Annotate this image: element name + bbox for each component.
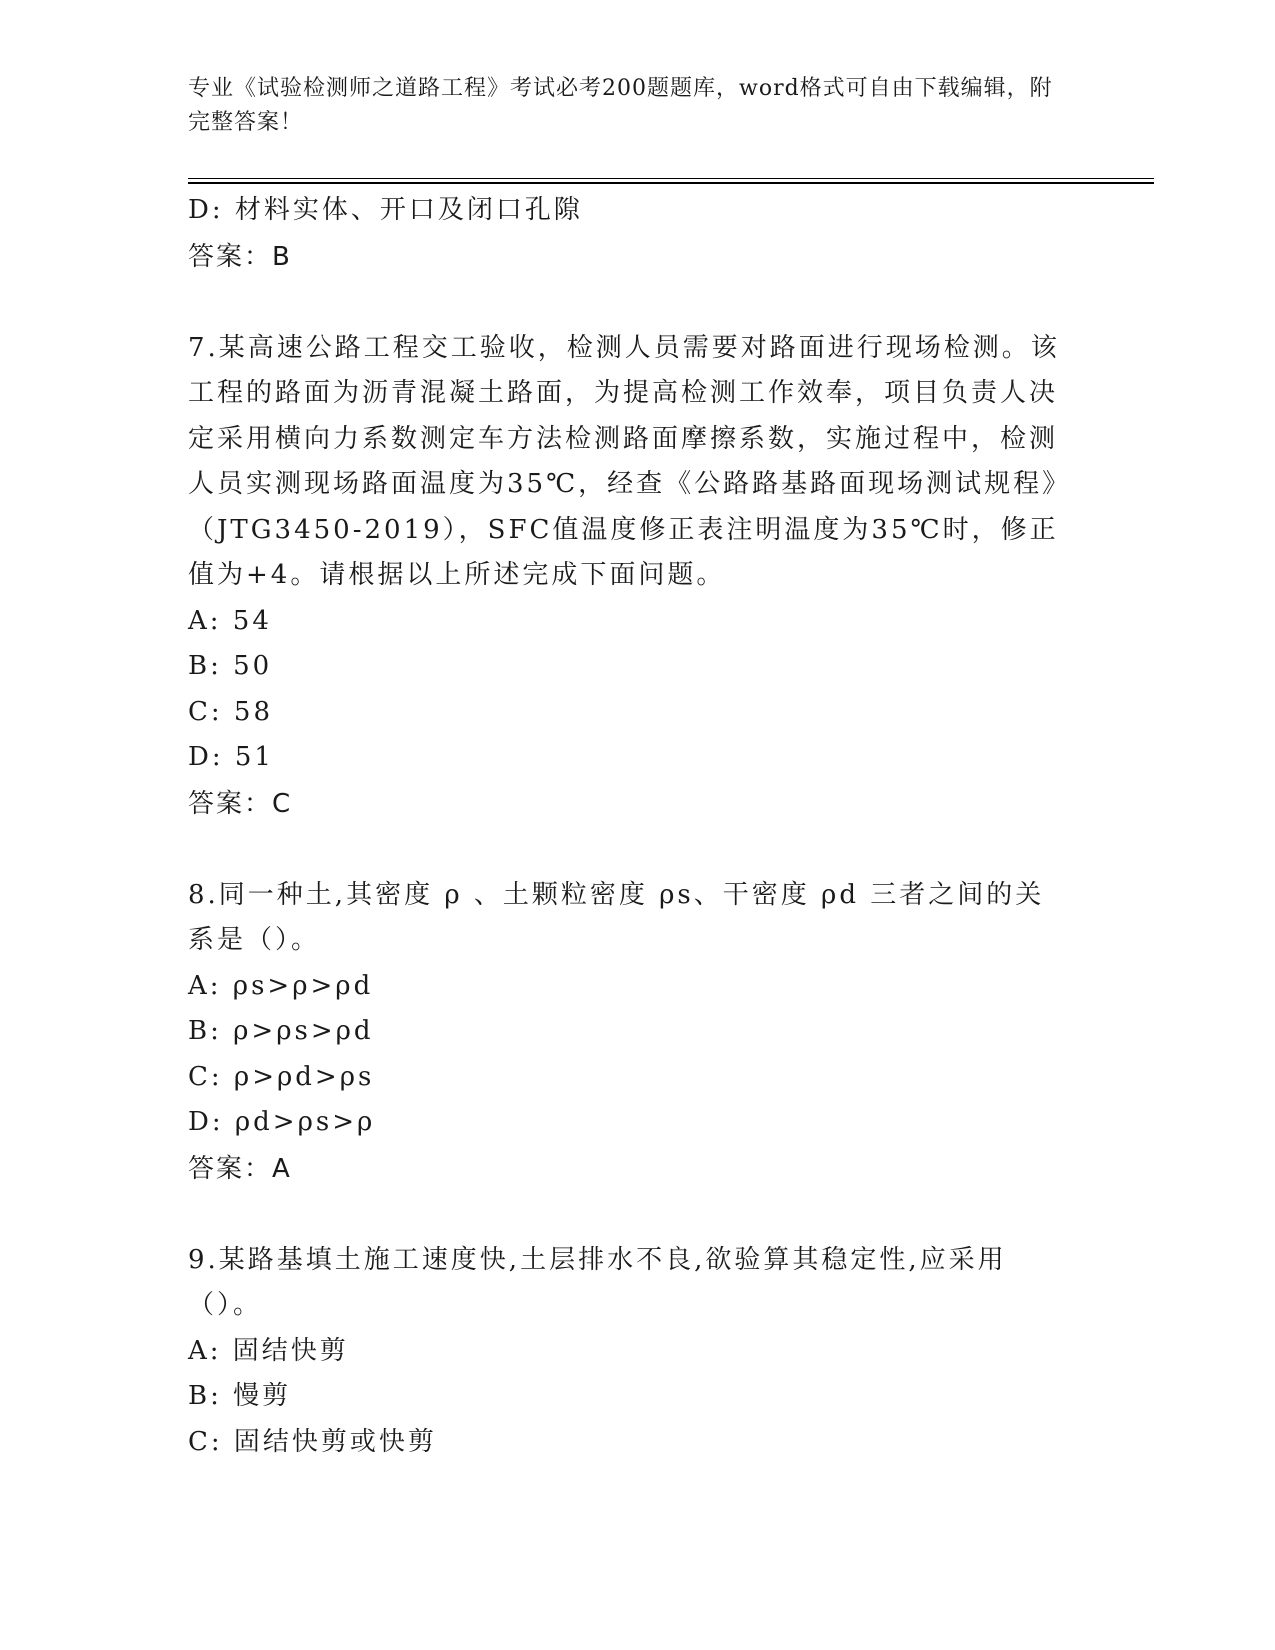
question-7-option-a: A: 54 xyxy=(188,605,272,636)
question-7-text: 7.某高速公路工程交工验收，检测人员需要对路面进行现场检测。该工程的路面为沥青混凝土路面，为提高检测工作效奉，项目负责人决定采用横向力系数测定车方法检测路面摩擦系数，实施过程中，检测人员实测现场路面温度为35℃，经查《公路路基路面现场测试规程》（JTG3450-2019），SFC值温度修正表注明温度为35℃时，修正值为+4。请根据以上所述完成下面问题。 xyxy=(188,332,1060,590)
question-9-text: 9.某路基填土施工速度快,土层排水不良,欲验算其稳定性,应采用（）。 xyxy=(188,1244,1007,1320)
question-7-answer: 答案：C xyxy=(188,788,293,819)
question-7-option-c: C: 58 xyxy=(188,696,274,727)
header-divider-thin xyxy=(188,178,1154,179)
question-7 xyxy=(188,326,1068,827)
question-8 xyxy=(188,873,1068,1192)
question-8-option-c: C: ρ>ρd>ρs xyxy=(188,1061,375,1092)
question-8-answer: 答案：A xyxy=(188,1153,292,1184)
question-7-option-d: D: 51 xyxy=(188,742,274,772)
question-9-option-b: B: 慢剪 xyxy=(188,1381,292,1411)
header-divider-thick xyxy=(188,182,1154,184)
question-8-option-d: D: ρd>ρs>ρ xyxy=(188,1107,376,1137)
question-9 xyxy=(188,1238,1068,1466)
spacer xyxy=(188,827,1068,873)
document-body xyxy=(188,188,1068,1465)
question-9-option-a: A: 固结快剪 xyxy=(188,1335,349,1366)
question-9-option-c: C: 固结快剪或快剪 xyxy=(188,1426,437,1457)
prev-answer: 答案：B xyxy=(188,241,292,272)
prev-option-d: D: 材料实体、开口及闭口孔隙 xyxy=(188,195,583,225)
question-8-text: 8.同一种土,其密度 ρ 、土颗粒密度 ρs、干密度 ρd 三者之间的关系是（）。 xyxy=(188,879,1045,955)
document-header: 专业《试验检测师之道路工程》考试必考200题题库，word格式可自由下载编辑，附完整答案！ xyxy=(188,76,1053,135)
spacer xyxy=(188,280,1068,326)
question-8-option-a: A: ρs>ρ>ρd xyxy=(188,970,374,1001)
question-8-option-b: B: ρ>ρs>ρd xyxy=(188,1016,374,1046)
spacer xyxy=(188,1192,1068,1238)
question-7-option-b: B: 50 xyxy=(188,651,273,681)
